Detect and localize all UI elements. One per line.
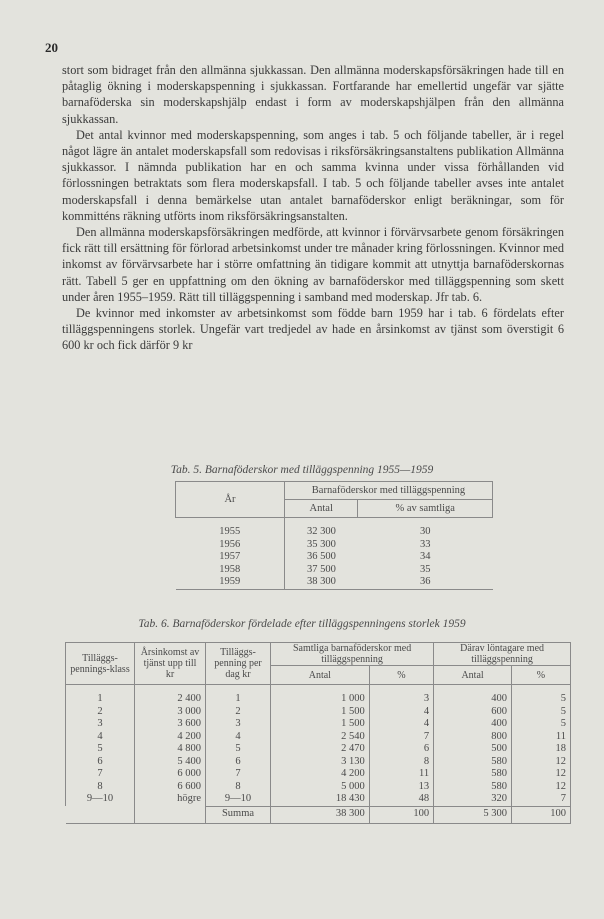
paragraph: De kvinnor med inkomster av arbetsinkomst som födde barn 1959 har i tab. 6 fördelats efter tilläggspenningens storlek. Ungefär vart tredjedel av hade en årsinkomst av tjänst som överstigit 6 600 kr och fick därför 9 kr xyxy=(62,306,564,353)
paragraph: Den allmänna moderskapsförsäkringen medförde, att kvinnor i förvärvsarbete genom försäkringen fick rätt till ersättning för förlorad arbetsinkomst under tre månader kring förlossningen. Kvinnor med inkomst av förvärvsarbete har i större omfattning än tidigare kommit att utnyttja barnaföderskornas rätt. Tabell 5 ger en uppfattning om den ökning av barnaföderskor med tilläggspenning som skett under åren 1955–1959. Rätt till tilläggspenning i samband med moderskap. Jfr tab. 6. xyxy=(62,225,564,304)
col-count: Antal xyxy=(285,500,358,518)
col-daily: Tilläggs-penning per dag kr xyxy=(206,643,271,685)
paragraph: Det antal kvinnor med moderskapspenning, som anges i tab. 5 och följande tabeller, är i regel något lägre än antalet moderskapsfall som redovisas i riksförsäkringsanstaltens publikation Allmänna sjukkassor. I nämnda publikation har en och samma kvinna under vissa förhållanden vid förlossningen betraktats som flera moderskapsfall. I tab. 5 och följande tabeller avses inte antalet moderskapsfall i denna bemärkelse utan antalet barnaföderskor enligt beräkningar, som för kommitténs räkning utförts inom riksförsäkringsanstalten. xyxy=(62,127,564,223)
table-row: 1959 38 300 36 xyxy=(176,576,493,589)
group-wage: Därav löntagare med tilläggspenning xyxy=(434,643,571,666)
body-text xyxy=(62,62,564,354)
table-row: 5 4 800 5 2 470 6 500 18 xyxy=(66,743,571,756)
table-row: 1955 32 300 30 xyxy=(176,526,493,539)
col-count2: Antal xyxy=(434,666,512,685)
col-year: År xyxy=(176,482,285,518)
table-row: 3 3 600 3 1 500 4 400 5 xyxy=(66,718,571,731)
table-row: 1958 37 500 35 xyxy=(176,564,493,577)
table-row: 2 3 000 2 1 500 4 600 5 xyxy=(66,706,571,719)
group-header: Barnaföderskor med tilläggspenning xyxy=(285,482,493,500)
sum-row: Summa 38 300 100 5 300 100 xyxy=(66,806,571,823)
table6 xyxy=(65,642,571,824)
table-row: 7 6 000 7 4 200 11 580 12 xyxy=(66,768,571,781)
table-row: 1957 36 500 34 xyxy=(176,551,493,564)
col-pct: % av samtliga xyxy=(358,500,493,518)
paragraph: stort som bidraget från den allmänna sjukkassan. Den allmänna moderskapsförsäkringen hade till en påtaglig ökning i moderskapspenning i sjukkassan. Fortfarande har emellertid ungefär var sjätte barnaföderska sin moderskapshjälp endast i form av moderskapshjälpen från den allmänna sjukkassan. xyxy=(62,63,564,126)
col-count: Antal xyxy=(271,666,370,685)
col-pct: % xyxy=(369,666,433,685)
col-income: Årsinkomst av tjänst upp till kr xyxy=(135,643,206,685)
table-row: 4 4 200 4 2 540 7 800 11 xyxy=(66,731,571,744)
table-row: 9—10 högre 9—10 18 430 48 320 7 xyxy=(66,793,571,806)
table-row: 6 5 400 6 3 130 8 580 12 xyxy=(66,756,571,769)
col-pct2: % xyxy=(511,666,570,685)
table5 xyxy=(175,481,493,590)
page-number: 20 xyxy=(45,40,58,55)
group-all: Samtliga barnaföderskor med tilläggspenning xyxy=(271,643,434,666)
col-class: Tilläggs-pennings-klass xyxy=(66,643,135,685)
sum-label: Summa xyxy=(206,806,271,823)
table-row: 8 6 600 8 5 000 13 580 12 xyxy=(66,781,571,794)
table6-caption: Tab. 6. Barnaföderskor fördelade efter tilläggspenningens storlek 1959 xyxy=(138,618,466,630)
table-row: 1956 35 300 33 xyxy=(176,539,493,552)
table5-caption: Tab. 5. Barnaföderskor med tilläggspenning 1955—1959 xyxy=(170,464,434,476)
table-row: 1 2 400 1 1 000 3 400 5 xyxy=(66,693,571,706)
